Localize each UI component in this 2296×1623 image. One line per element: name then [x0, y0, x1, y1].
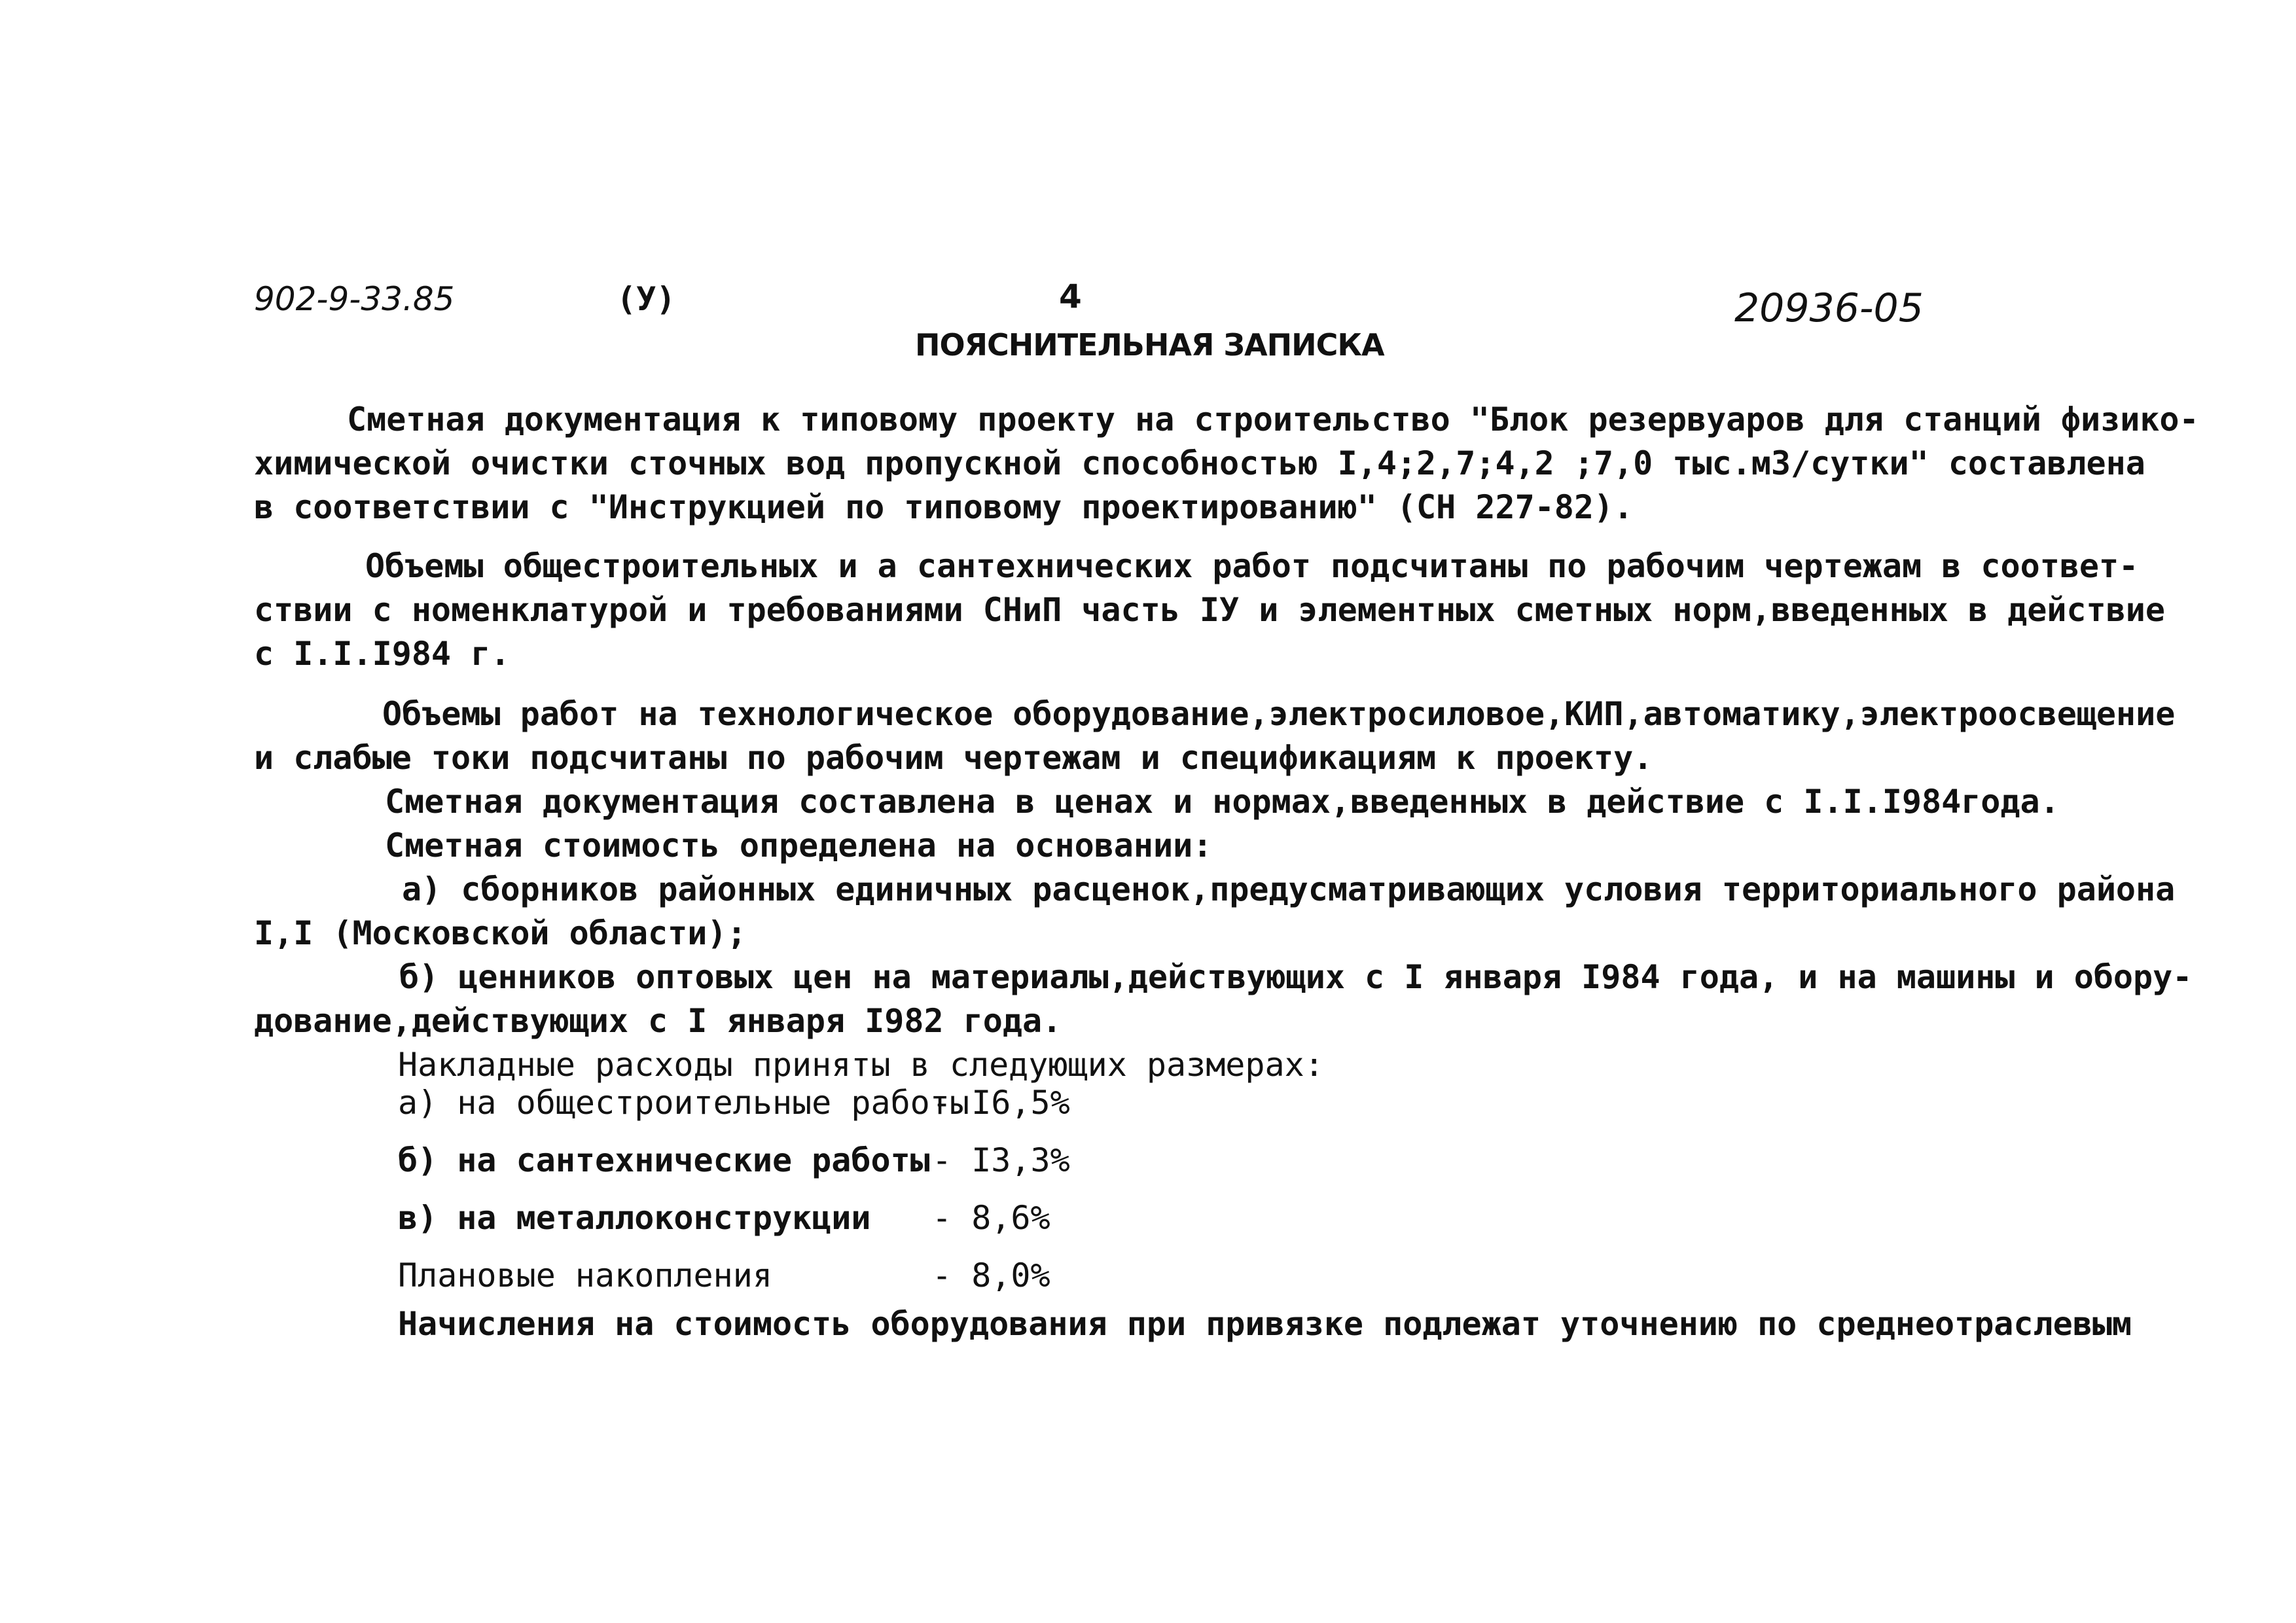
- text-line: а) сборников районных единичных расценок,предусматривающих условия территориального района: [402, 870, 2176, 908]
- text-line: Сметная документация к типовому проекту на строительство "Блок резервуаров для станций физико-: [347, 401, 2199, 438]
- rate-label: Плановые накопления: [398, 1257, 772, 1294]
- text-line: Объемы общестроительных и а сантехнических работ подсчитаны по рабочим чертежам в соответ-: [365, 547, 2139, 585]
- rate-value: - 8,0%: [932, 1257, 1050, 1294]
- paragraph-equipment: [254, 692, 2175, 780]
- text-line: в соответствии с "Инструкцией по типовому проектированию" (СН 227-82).: [254, 488, 1634, 526]
- text-line: и слабые токи подсчитаны по рабочим чертежам и спецификациям к проекту.: [254, 739, 1653, 777]
- rate-label: а) на общестроительные работы: [398, 1084, 969, 1122]
- text-line: I,I (Московской области);: [254, 914, 747, 952]
- paragraph-prices: Сметная документация составлена в ценах и нормах,введенных в действие с I.I.I984года.: [385, 783, 2060, 821]
- text-line: химической очистки сточных вод пропускной способностью I,4;2,7;4,2 ;7,0 тыс.м3/сутки" составлена: [254, 444, 2145, 482]
- rate-value: - 8,6%: [932, 1199, 1050, 1237]
- text-line: ствии с номенклатурой и требованиями СНиП часть IУ и элементных сметных норм,введенных в действие: [254, 591, 2165, 629]
- text-line: Объемы работ на технологическое оборудование,электросиловое,КИП,автоматику,электроосвещение: [382, 695, 2176, 733]
- item-a-rates: [254, 868, 2175, 955]
- text-line: дование,действующих с I января I982 года.: [254, 1002, 1062, 1040]
- text-line: б) ценников оптовых цен на материалы,действующих с I января I984 года, и на машины и обору-: [399, 958, 2193, 996]
- rate-value: - I3,3%: [932, 1141, 1070, 1179]
- item-b-price-lists: [254, 955, 2192, 1043]
- document-code: 902-9-33.85: [254, 280, 455, 318]
- page-title: ПОЯСНИТЕЛЬНАЯ ЗАПИСКА: [915, 327, 1384, 363]
- paragraph-basis: Сметная стоимость определена на основании:: [385, 827, 1213, 865]
- paragraph-accruals: Начисления на стоимость оборудования при привязке подлежат уточнению по среднеотраслевым: [398, 1305, 2132, 1343]
- rate-value: - I6,5%: [932, 1084, 1070, 1122]
- text-line: с I.I.I984 г.: [254, 635, 511, 673]
- rate-label: в) на металлоконструкции: [398, 1199, 871, 1237]
- variant-mark: (У): [617, 280, 676, 318]
- page-number: 4: [1059, 277, 1082, 315]
- paragraph-volumes: [254, 544, 2165, 676]
- inventory-number: 20936-05: [1734, 285, 1924, 331]
- paragraph-overheads: Накладные расходы приняты в следующих размерах:: [398, 1046, 1324, 1084]
- rate-label: б) на сантехнические работы: [398, 1141, 930, 1179]
- paragraph-intro: [254, 398, 2199, 529]
